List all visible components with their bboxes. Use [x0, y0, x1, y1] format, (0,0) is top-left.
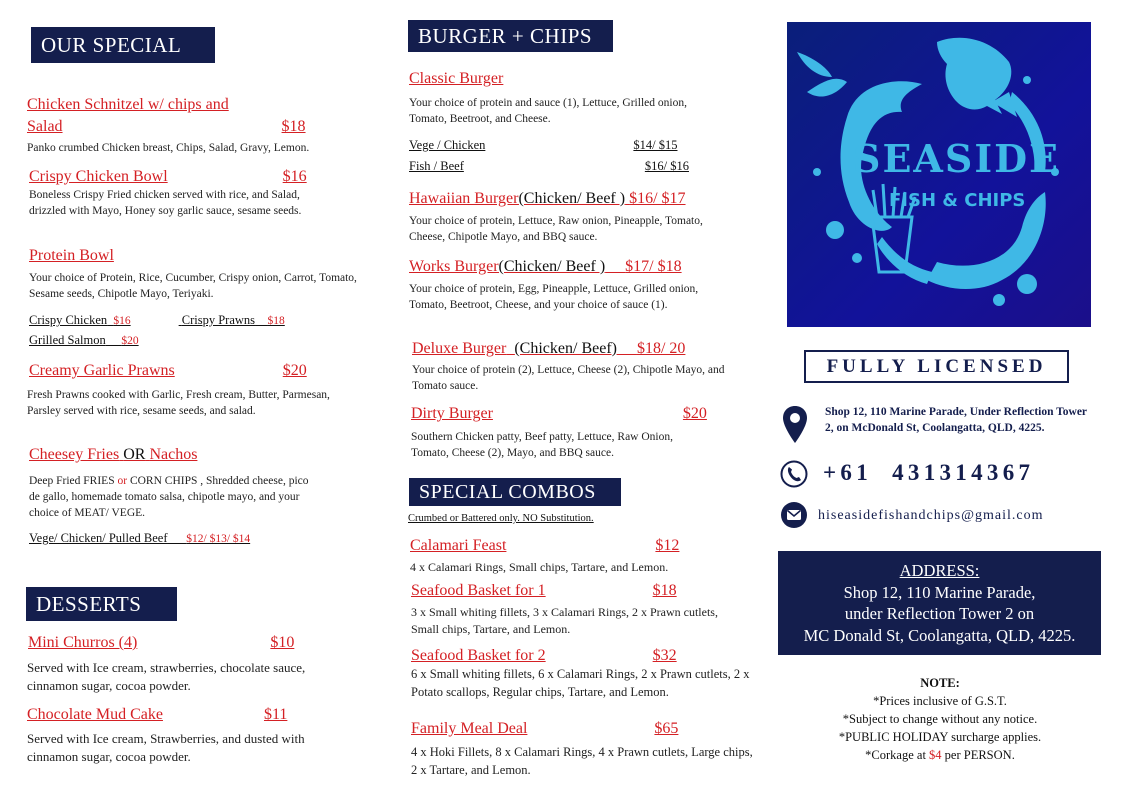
menu-item-description: Served with Ice cream, strawberries, chocolate sauce, cinnamon sugar, cocoa powder. [27, 660, 306, 693]
address-line: Shop 12, 110 Marine Parade, [843, 582, 1036, 602]
phone-icon [780, 460, 808, 492]
note-line: *Prices inclusive of G.S.T. [873, 694, 1007, 708]
menu-item-title: Salad $18 [27, 118, 306, 135]
menu-item-description: Southern Chicken patty, Beef patty, Lettuce, Raw Onion, Tomato, Cheese (2), Mayo, and BBQ sauce. [411, 431, 673, 459]
option-line: Grilled Salmon $20 [29, 333, 139, 347]
address-heading: ADDRESS: [899, 561, 980, 580]
menu-item-price: $16/ $17 [629, 190, 686, 207]
note-line: *PUBLIC HOLIDAY surcharge applies. [838, 730, 1042, 744]
menu-item-title: Creamy Garlic Prawns $20 [29, 362, 307, 379]
menu-item-description: 6 x Small whiting fillets, 6 x Calamari Rings, 2 x Prawn cutlets, 2 x Potato scallops, Regular chips, Tartare, and Lemon. [411, 667, 750, 699]
menu-item-title: Seafood Basket for 1 $18 [411, 582, 677, 599]
menu-item-title: Crispy Chicken Bowl $16 [29, 168, 307, 185]
menu-item-title: Calamari Feast $12 [410, 537, 680, 554]
menu-item-price: $20 [682, 405, 707, 422]
location-text: Shop 12, 110 Marine Parade, Under Reflection Tower 2, on McDonald St, Coolangatta, QLD, 4225. [825, 406, 1087, 434]
note-heading: NOTE: [920, 676, 960, 690]
menu-item-description: 4 x Calamari Rings, Small chips, Tartare, and Lemon. [410, 560, 669, 574]
menu-item-title: Hawaiian Burger(Chicken/ Beef ) $16/ $17 [409, 190, 686, 207]
menu-item-price: $18 [281, 118, 306, 135]
combos-note: Crumbed or Battered only. NO Substitution. [408, 513, 594, 524]
logo-graphic [787, 22, 1091, 327]
menu-item-description: Fresh Prawns cooked with Garlic, Fresh cream, Butter, Parmesan, Parsley served with rice, sesame seeds, and salad. [27, 389, 330, 417]
menu-item-price: $65 [654, 720, 679, 737]
mail-icon [780, 501, 808, 533]
desserts-heading: DESSERTS [26, 587, 177, 621]
menu-item-description: 4 x Hoki Fillets, 8 x Calamari Rings, 4 x Prawn cutlets, Large chips, 2 x Tartare, and Lemon. [411, 745, 753, 777]
option-line: Fish / Beef $16/ $16 [409, 159, 689, 173]
menu-item-title: Cheesey Fries OR Nachos [29, 446, 198, 463]
menu-item-description: Your choice of protein, Lettuce, Raw onion, Pineapple, Tomato, Cheese, Chipotle Mayo, and BBQ sauce. [409, 215, 703, 243]
menu-item-price: $10 [270, 634, 295, 651]
menu-item-title: Chicken Schnitzel w/ chips and [27, 96, 229, 113]
menu-item-price: $18 [652, 582, 677, 599]
menu-item-description: Your choice of protein (2), Lettuce, Cheese (2), Chipotle Mayo, and Tomato sauce. [412, 364, 725, 392]
menu-item-title: Family Meal Deal $65 [411, 720, 679, 737]
menu-item-description: Panko crumbed Chicken breast, Chips, Salad, Gravy, Lemon. [27, 142, 310, 154]
special-combos-heading: SPECIAL COMBOS [409, 478, 621, 506]
burger-heading: BURGER + CHIPS [408, 20, 613, 52]
option-line: Vege/ Chicken/ Pulled Beef $12/ $13/ $14 [29, 531, 251, 545]
note-line: *Subject to change without any notice. [842, 712, 1038, 726]
menu-item-description: Your choice of protein, Egg, Pineapple, Lettuce, Grilled onion, Tomato, Beetroot, Cheese, and your choice of sauce (1). [409, 283, 699, 311]
menu-item-description: Your choice of Protein, Rice, Cucumber, Crispy onion, Carrot, Tomato, Sesame seeds, Chipotle Mayo, Teriyaki. [29, 272, 357, 300]
note-line: *Corkage at $4 per PERSON. [865, 748, 1015, 762]
menu-item-description: 3 x Small whiting fillets, 3 x Calamari Rings, 2 x Prawn cutlets, Small chips, Tartare, and Lemon. [411, 605, 718, 636]
menu-item-title: Chocolate Mud Cake $11 [27, 706, 288, 723]
map-pin-icon [782, 405, 808, 449]
menu-item-price: $20 [282, 362, 307, 379]
menu-item-title: Mini Churros (4) $10 [28, 634, 295, 651]
menu-item-description: Served with Ice cream, Strawberries, and dusted with cinnamon sugar, cocoa powder. [27, 731, 305, 764]
option-line: Vege / Chicken $14/ $15 [409, 138, 678, 152]
address-line: MC Donald St, Coolangatta, QLD, 4225. [803, 625, 1076, 645]
address-line: under Reflection Tower 2 on [844, 604, 1035, 623]
menu-item-price: $12 [655, 537, 680, 554]
brand-logo [787, 22, 1091, 327]
menu-item-description: Deep Fried FRIES or CORN CHIPS , Shredded cheese, pico de gallo, homemade tomato salsa, chipotle mayo, and your choice of MEAT/ VEGE. [29, 475, 309, 519]
phone-number[interactable]: +61 431314367 [823, 460, 1035, 485]
menu-item-description: Boneless Crispy Fried chicken served with rice, and Salad, drizzled with Mayo, Honey soy garlic sauce, sesame seeds. [29, 189, 302, 217]
logo-text: SEASIDE [853, 136, 1061, 181]
menu-item-price: $11 [263, 706, 288, 723]
menu-item-price: $16 [282, 168, 307, 185]
logo-subtext: FISH & CHIPS [889, 190, 1026, 211]
email-address[interactable]: hiseasidefishandchips@gmail.com [818, 508, 1044, 523]
menu-item-price: $32 [652, 647, 677, 664]
notes-block [778, 674, 1102, 764]
menu-item-title: Dirty Burger $20 [411, 405, 707, 422]
address-panel [778, 551, 1101, 655]
menu-item-title: Classic Burger [409, 70, 504, 87]
our-special-heading: OUR SPECIAL [31, 27, 215, 63]
menu-item-description: Your choice of protein and sauce (1), Lettuce, Grilled onion, Tomato, Beetroot, and Cheese. [409, 97, 687, 125]
menu-item-title: Works Burger(Chicken/ Beef ) $17/ $18 [409, 258, 682, 275]
licensed-badge: FULLY LICENSED [804, 350, 1069, 383]
option-line: Crispy Chicken $16 Crispy Prawns $18 [29, 313, 285, 327]
menu-item-title: Deluxe Burger (Chicken/ Beef) $18/ 20 [412, 340, 686, 357]
menu-item-title: Seafood Basket for 2 $32 [411, 647, 677, 664]
menu-item-title: Protein Bowl [29, 247, 114, 264]
menu-item-price: $18/ 20 [636, 340, 686, 357]
menu-item-price: $17/ $18 [625, 258, 682, 275]
